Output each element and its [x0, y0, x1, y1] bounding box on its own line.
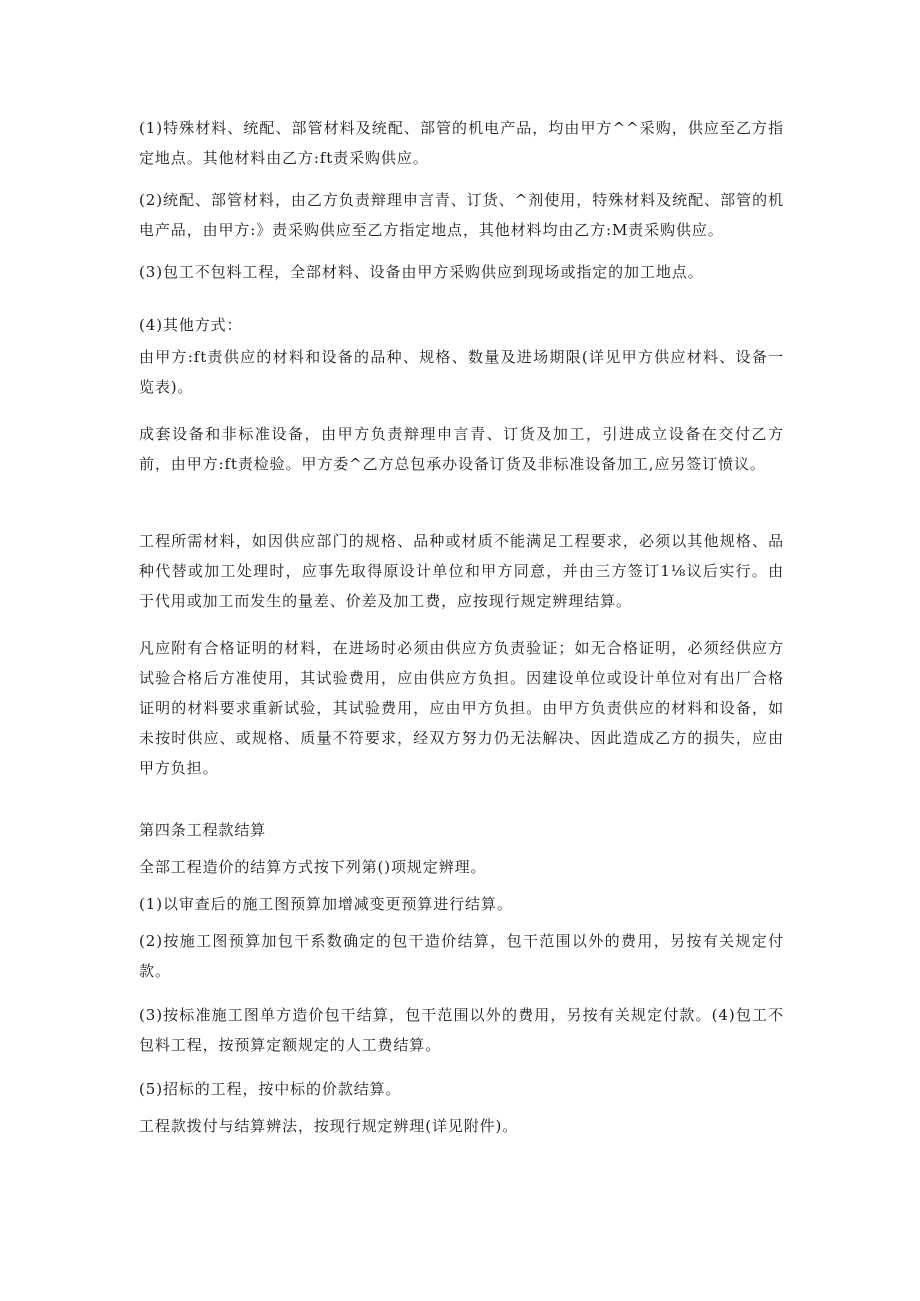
- paragraph-option-5: (5)招标的工程，按中标的价款结算。: [139, 1080, 402, 1098]
- paragraph-item-3-labor-only: (3)包工不包料工程，全部材料、设备由甲方采购供应到现场或指定的加工地点。: [139, 263, 704, 281]
- paragraph-item-4-other-methods: (4)其他方式：: [139, 316, 243, 334]
- paragraph-settlement-method: 全部工程造价的结算方式按下列第()项规定辨理。: [139, 858, 487, 876]
- paragraph-certification: 凡应附有合格证明的材料，在进场时必须由供应方负责验证；如无合格证明，必须经供应方试验合格后方准使用，其试验费用，应由供应方负担。因建设单位或设计单位对有出厂合格证明的材料要求重新试验，其试验费用，应由甲方负担。由甲方负责供应的材料和设备，如未按时供应、或规格、质量不符要求，经双方努力仍无法解决、因此造成乙方的损失，应由甲方负担。: [139, 639, 784, 777]
- paragraph-payment-rules: 工程款拨付与结算辨法，按现行规定辨理(详见附件)。: [139, 1117, 519, 1135]
- paragraph-option-2: (2)按施工图预算加包干系数确定的包干造价结算，包干范围以外的费用，另按有关规定付款。: [139, 932, 784, 980]
- paragraph-material-substitution: 工程所需材料，如因供应部门的规格、品种或材质不能满足工程要求，必须以其他规格、品种代替或加工处理时，应事先取得原设计单位和甲方同意，并由三方签订1⅛议后实行。由于代用或加工而发生的量差、价差及加工费，应按现行规定辨理结算。: [139, 532, 784, 610]
- paragraph-option-1: (1)以审查后的施工图预算加增减变更预算进行结算。: [139, 895, 513, 913]
- paragraph-item-1-special-materials: (1)特殊材料、统配、部管材料及统配、部管的机电产品，均由甲方^^采购，供应至乙方指定地点。其他材料由乙方:ft责采购供应。: [139, 119, 784, 167]
- section-heading-article-4: 第四条工程款结算: [139, 821, 267, 839]
- paragraph-item-2-allocated-materials: (2)统配、部管材料，由乙方负责辩理申言青、订货、^剂使用，特殊材料及统配、部管的机电产品，由甲方:》责采购供应至乙方指定地点，其他材料均由乙方:M责采购供应。: [139, 191, 784, 239]
- paragraph-option-3-4: (3)按标准施工图单方造价包干结算，包干范围以外的费用，另按有关规定付款。(4)包工不包料工程，按预算定额规定的人工费结算。: [139, 1006, 784, 1054]
- paragraph-equipment: 成套设备和非标准设备，由甲方负责辩理申言青、订货及加工，引进成立设备在交付乙方前，由甲方:ft责检验。甲方委^乙方总包承办设备订货及非标准设备加工,应另签订愤议。: [139, 425, 784, 473]
- paragraph-supply-schedule: 由甲方:ft责供应的材料和设备的品种、规格、数量及进场期限(详见甲方供应材料、设备一览表)。: [139, 348, 784, 396]
